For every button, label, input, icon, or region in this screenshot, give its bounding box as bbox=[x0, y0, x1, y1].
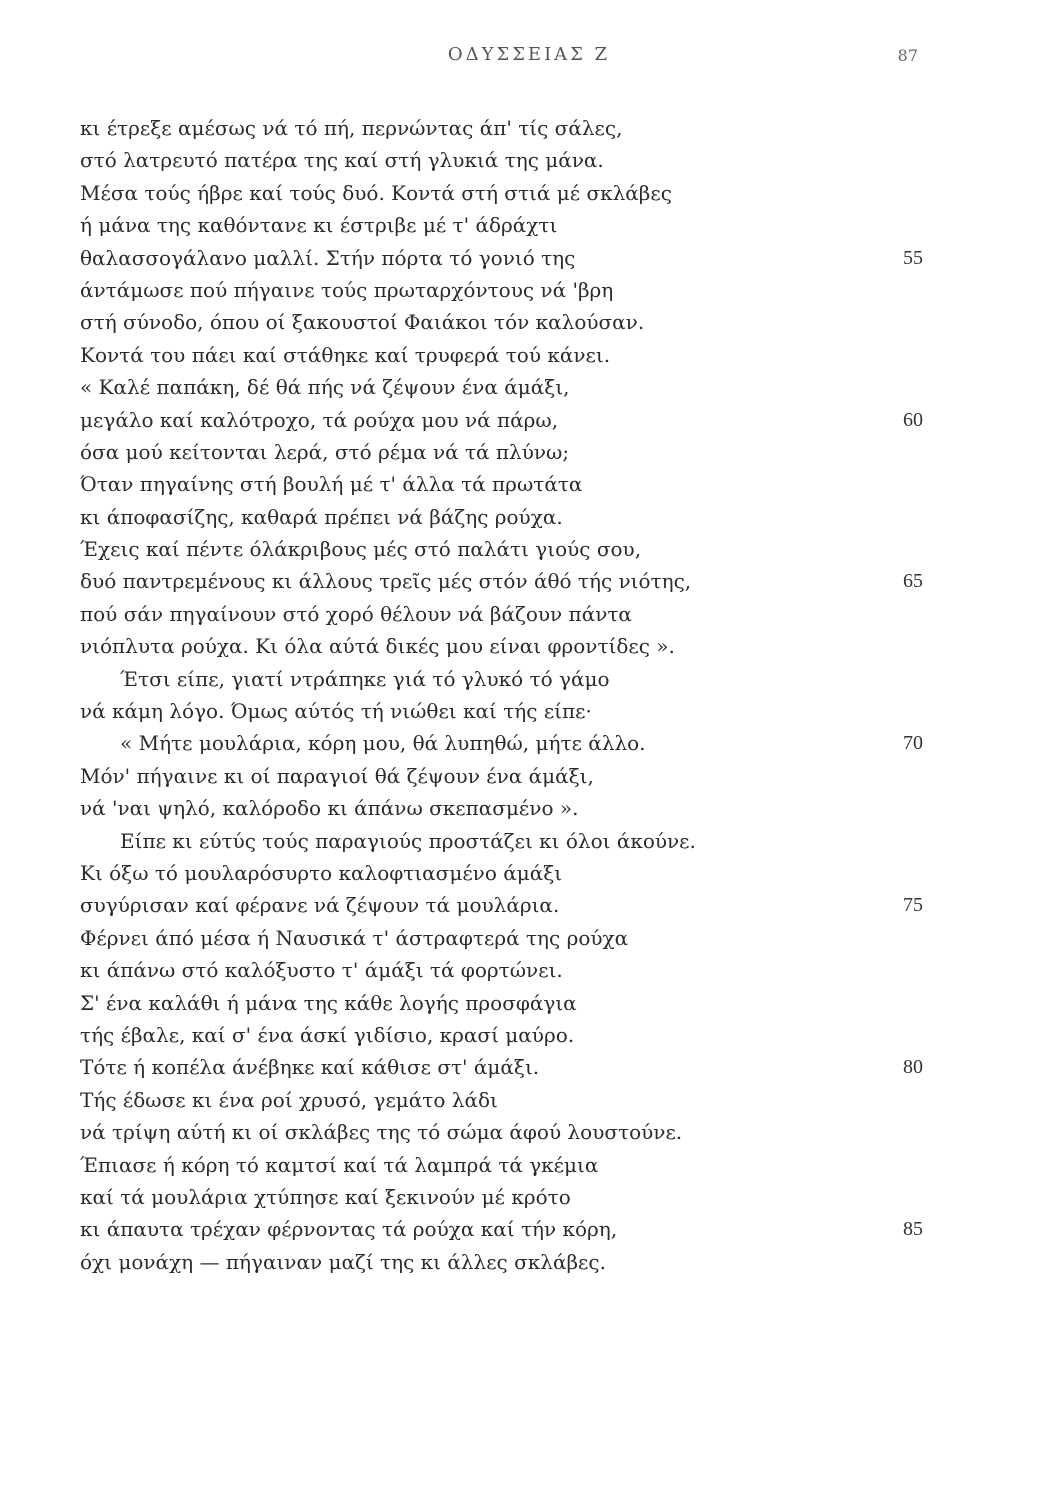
verse-line bbox=[80, 1181, 940, 1213]
verse-line bbox=[80, 825, 940, 857]
verse-line bbox=[80, 598, 940, 630]
verse-text: Έπιασε ή κόρη τό καμτσί καί τά λαμπρά τά γκέμια bbox=[80, 1152, 599, 1177]
verse-text: ή μάνα της καθόντανε κι έστριβε μέ τ' άδράχτι bbox=[80, 213, 558, 238]
verse-text: Φέρνει άπό μέσα ή Ναυσικά τ' άστραφτερά της ρούχα bbox=[80, 925, 629, 950]
verse-line bbox=[80, 242, 940, 274]
verse-line bbox=[80, 1084, 940, 1116]
line-number: 60 bbox=[903, 408, 923, 431]
verse-line bbox=[80, 695, 940, 727]
line-number: 70 bbox=[903, 732, 923, 755]
verse-line bbox=[80, 1149, 940, 1181]
line-number: 65 bbox=[903, 570, 923, 593]
line-number: 75 bbox=[903, 894, 923, 917]
verse-text: μεγάλο καί καλότροχο, τά ρούχα μου νά πάρω, bbox=[80, 407, 559, 432]
verse-text: Έχεις καί πέντε όλάκριβους μές στό παλάτι γιούς σου, bbox=[80, 537, 642, 562]
verse-text: « Μήτε μουλάρια, κόρη μου, θά λυπηθώ, μήτε άλλο. bbox=[120, 731, 646, 756]
verse-text: πού σάν πηγαίνουν στό χορό θέλουν νά βάζουν πάντα bbox=[80, 601, 632, 626]
verse-line bbox=[80, 1246, 940, 1278]
verse-line bbox=[80, 922, 940, 954]
verse-line bbox=[80, 1019, 940, 1051]
verse-text: Έτσι είπε, γιατί ντράπηκε γιά τό γλυκό τό γάμο bbox=[120, 666, 610, 691]
running-head: ΟΔΥΣΣΕΙΑΣ Ζ bbox=[447, 44, 611, 65]
verse-line bbox=[80, 1213, 940, 1245]
verse-line bbox=[80, 954, 940, 986]
verse-line bbox=[80, 987, 940, 1019]
verse-line bbox=[80, 209, 940, 241]
verse-text: στό λατρευτό πατέρα της καί στή γλυκιά της μάνα. bbox=[80, 148, 604, 173]
verse-line bbox=[80, 792, 940, 824]
line-number: 80 bbox=[903, 1056, 923, 1079]
verse-line bbox=[80, 339, 940, 371]
verse-text: συγύρισαν καί φέρανε νά ζέψουν τά μουλάρια. bbox=[80, 893, 560, 918]
verse-text: Τής έδωσε κι ένα ροί χρυσό, γεμάτο λάδι bbox=[80, 1087, 498, 1112]
verse-line bbox=[80, 306, 940, 338]
verse-text: Όταν πηγαίνης στή βουλή μέ τ' άλλα τά πρωτάτα bbox=[80, 472, 583, 497]
verse-line bbox=[80, 1116, 940, 1148]
verse-line bbox=[80, 404, 940, 436]
page-number: 87 bbox=[897, 46, 918, 65]
verse-line bbox=[80, 1051, 940, 1083]
verse-text: δυό παντρεμένους κι άλλους τρεῖς μές στόν άθό τής νιότης, bbox=[80, 569, 692, 594]
verse-text: Μέσα τούς ήβρε καί τούς δυό. Κοντά στή στιά μέ σκλάβες bbox=[80, 180, 672, 205]
verse-text: Κι όξω τό μουλαρόσυρτο καλοφτιασμένο άμάξι bbox=[80, 860, 563, 885]
verse-text: κι άπαυτα τρέχαν φέρνοντας τά ρούχα καί τήν κόρη, bbox=[80, 1217, 618, 1242]
verse-text: νά τρίψη αύτή κι οί σκλάβες της τό σώμα άφού λουστούνε. bbox=[80, 1120, 683, 1145]
verse-line bbox=[80, 436, 940, 468]
verse-line bbox=[80, 630, 940, 662]
verse-text: Σ' ένα καλάθι ή μάνα της κάθε λογής προσφάγια bbox=[80, 990, 577, 1015]
verse-line bbox=[80, 533, 940, 565]
verse-text: κι έτρεξε αμέσως νά τό πή, περνώντας άπ' τίς σάλες, bbox=[80, 116, 623, 140]
verse-line bbox=[80, 663, 940, 695]
verse-line bbox=[80, 468, 940, 500]
verse-line bbox=[80, 144, 940, 176]
verse-text: νά κάμη λόγο. Όμως αύτός τή νιώθει καί τής είπε· bbox=[80, 699, 592, 724]
verse-text: άντάμωσε πού πήγαινε τούς πρωταρχόντους νά 'βρη bbox=[80, 277, 614, 302]
verse-text: « Καλέ παπάκη, δέ θά πής νά ζέψουν ένα άμάξι, bbox=[80, 375, 570, 400]
verse-text: θαλασσογάλανο μαλλί. Στήν πόρτα τό γονιό της bbox=[80, 245, 576, 270]
verse-line bbox=[80, 565, 940, 597]
verse-line bbox=[80, 177, 940, 209]
verse-line bbox=[80, 371, 940, 403]
verse-line bbox=[80, 112, 940, 144]
verse-line bbox=[80, 274, 940, 306]
verse-text: Τότε ή κοπέλα άνέβηκε καί κάθισε στ' άμάξι. bbox=[80, 1055, 540, 1080]
verse-text: νά 'ναι ψηλό, καλόροδο κι άπάνω σκεπασμένο ». bbox=[80, 796, 579, 821]
verse-line bbox=[80, 501, 940, 533]
line-number: 55 bbox=[903, 246, 923, 269]
verse-line bbox=[80, 889, 940, 921]
verse-text: όσα μού κείτονται λερά, στό ρέμα νά τά πλύνω; bbox=[80, 439, 570, 464]
verse-text: Μόν' πήγαινε κι οί παραγιοί θά ζέψουν ένα άμάξι, bbox=[80, 763, 594, 788]
verse-text: Κοντά του πάει καί στάθηκε καί τρυφερά τού κάνει. bbox=[80, 342, 611, 367]
verse-text: τής έβαλε, καί σ' ένα άσκί γιδίσιο, κρασί μαύρο. bbox=[80, 1022, 575, 1047]
verse-text: κι άποφασίζης, καθαρά πρέπει νά βάζης ρούχα. bbox=[80, 504, 563, 529]
verse-text: Είπε κι εύτύς τούς παραγιούς προστάζει κι όλοι άκούνε. bbox=[120, 828, 696, 853]
verse-line bbox=[80, 760, 940, 792]
verse-block bbox=[80, 112, 940, 1278]
verse-text: νιόπλυτα ρούχα. Κι όλα αύτά δικές μου είναι φροντίδες ». bbox=[80, 634, 675, 659]
verse-text: κι άπάνω στό καλόξυστο τ' άμάξι τά φορτώνει. bbox=[80, 958, 563, 983]
verse-text: στή σύνοδο, όπου οί ξακουστοί Φαιάκοι τόν καλούσαν. bbox=[80, 310, 645, 335]
verse-line bbox=[80, 727, 940, 759]
line-number: 85 bbox=[903, 1218, 923, 1241]
verse-line bbox=[80, 857, 940, 889]
verse-text: όχι μονάχη — πήγαιναν μαζί της κι άλλες σκλάβες. bbox=[80, 1249, 606, 1274]
verse-text: καί τά μουλάρια χτύπησε καί ξεκινούν μέ κρότο bbox=[80, 1184, 571, 1209]
